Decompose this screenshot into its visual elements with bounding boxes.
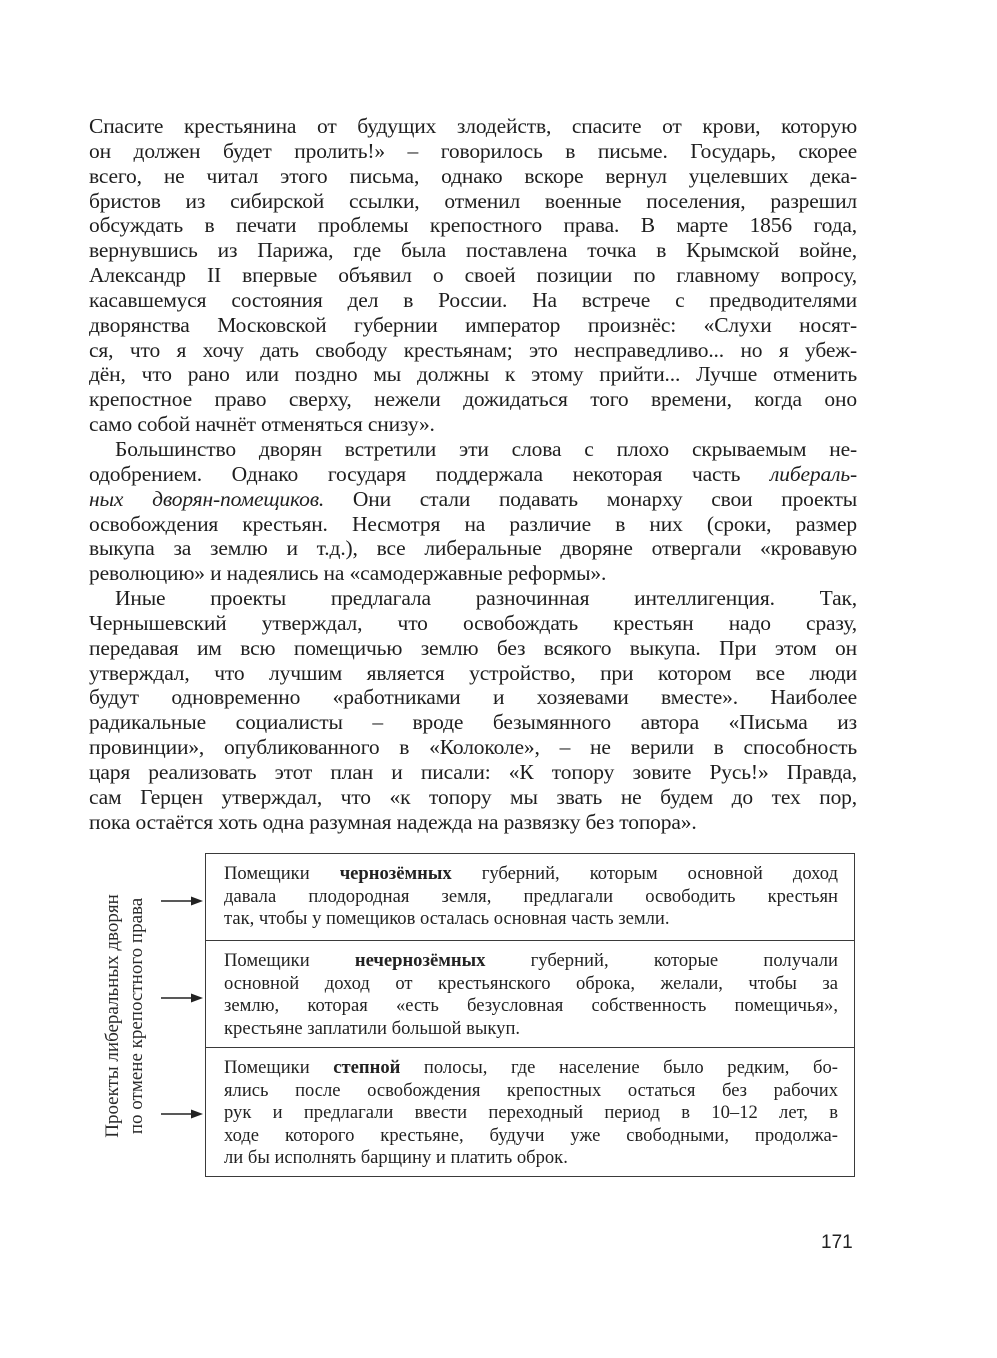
text-line: Иные проекты предлагала разночинная интеллигенция. Так, (115, 586, 857, 611)
body-text (89, 114, 857, 834)
box-line: так, чтобы у помещиков осталась основная часть земли. (224, 908, 670, 929)
box-line: рук и предлагали ввести переходный период в 10–12 лет, в (224, 1102, 838, 1123)
text-line (89, 462, 857, 487)
box-line (224, 863, 838, 886)
text-line: Чернышевский утверждал, что освобождать крестьян надо сразу, (89, 610, 857, 635)
text-line: сам Герцен утверждал, что «к топору мы звать не будем до тех пор, (89, 784, 857, 809)
project-box-chernozem (206, 854, 854, 941)
italic-term: ных дворян-помещиков. (89, 486, 325, 511)
text-run: Помещики (224, 950, 355, 971)
paragraph-3 (89, 586, 857, 834)
side-label-line: Проекты либеральных дворян (102, 893, 123, 1138)
text-line: крепостное право сверху, нежели дожидаться того времени, когда оно (89, 387, 857, 412)
text-line: обсуждать в печати проблемы крепостного права. В марте 1856 года, (89, 213, 857, 238)
text-line (89, 487, 857, 512)
box-line: основной доход от крестьянского оброка, желали, чтобы за (224, 972, 838, 994)
box-line (224, 950, 838, 973)
box-line: ялись после освобождения крепостных остаться без рабочих (224, 1079, 838, 1101)
paragraph-1 (89, 114, 857, 437)
diagram-side-label (89, 853, 161, 1178)
text-run: Помещики (224, 863, 340, 884)
text-run: Помещики (224, 1057, 334, 1078)
text-line: всего, не читал этого письма, однако вскоре вернул уцелевших дека- (89, 163, 857, 188)
bold-term: чернозёмных (339, 863, 452, 884)
arrow-right-icon (161, 992, 203, 1004)
text-run: Они стали подавать монарху свои проекты (324, 486, 857, 511)
text-line: провинции», опубликованного в «Колоколе», – не верили в способность (89, 735, 857, 760)
text-line: освобождения крестьян. Несмотря на различие в них (сроки, размер (89, 511, 857, 536)
text-line: будут одновременно «работниками и хозяевами вместе». Наиболее (89, 685, 857, 710)
text-line: утверждал, что лучшим является устройство, при котором все люди (89, 660, 857, 685)
paragraph-2 (89, 437, 857, 586)
box-line: ходе которого крестьяне, будучи уже свободными, продолжа- (224, 1124, 838, 1146)
box-line: землю, которая «есть безусловная собственность помещичья», (224, 995, 838, 1016)
text-line: само собой начнёт отменяться снизу». (89, 412, 435, 437)
text-line: выкупа за землю и т.д.), все либеральные дворяне отвергали «кровавую (89, 536, 857, 561)
text-line: касавшемуся состояния дел в России. На встрече с предводителями (89, 287, 857, 312)
text-line: революцию» и надеялись на «самодержавные реформы». (89, 561, 607, 586)
box-line: ли бы исполнять барщину и платить оброк. (224, 1147, 568, 1168)
side-label-line: по отмене крепостного права (126, 897, 147, 1134)
text-line: пока остаётся хоть одна разумная надежда на развязку без топора». (89, 809, 697, 834)
box-line (224, 1057, 838, 1080)
project-box-nechernozem (206, 941, 854, 1048)
text-run: одобрением. Однако государя поддержала некоторая часть (89, 461, 771, 486)
liberal-projects-diagram (89, 853, 859, 1178)
project-box-steppe (206, 1048, 854, 1176)
text-run: губерний, которые получали (485, 950, 838, 971)
text-run: полосы, где население было редким, бо- (400, 1057, 838, 1078)
box-line: давала плодородная земля, предлагали освободить крестьян (224, 885, 838, 907)
text-line: передавая им всю помещичью землю без всякого выкупа. При этом он (89, 635, 857, 660)
text-line: вернувшись из Парижа, где была поставлена точка в Крымской войне, (89, 238, 857, 263)
text-line: он должен будет пролить!» – говорилось в письме. Государь, скорее (89, 138, 857, 163)
arrow-right-icon (161, 1108, 203, 1120)
text-line: ся, что я хочу дать свободу крестьянам; это несправедливо... но я убеж- (89, 337, 857, 362)
text-line: дворянства Московской губернии император произнёс: «Слухи носят- (89, 312, 857, 337)
text-line: Александр II впервые объявил о своей позиции по главному вопросу, (89, 263, 857, 288)
italic-term: либераль- (770, 461, 857, 486)
arrow-right-icon (161, 895, 203, 907)
text-line: царя реализовать этот план и писали: «К топору зовите Русь!» Правда, (89, 759, 857, 784)
diagram-boxes (205, 853, 855, 1177)
text-line: радикальные социалисты – вроде безымянного автора «Письма из (89, 710, 857, 735)
bold-term: степной (333, 1057, 401, 1078)
text-line: Большинство дворян встретили эти слова с плохо скрываемым не- (115, 436, 857, 461)
bold-term: нечернозёмных (354, 950, 486, 971)
text-line: дён, что рано или поздно мы должны к этому прийти... Лучше отменить (89, 362, 857, 387)
text-line: Спасите крестьянина от будущих злодейств, спасите от крови, которую (89, 114, 857, 138)
text-line: бристов из сибирской ссылки, отменил военные поселения, разрешил (89, 188, 857, 213)
text-run: губерний, которым основной доход (451, 863, 838, 884)
page-number: 171 (821, 1232, 853, 1253)
box-line: крестьяне заплатили большой выкуп. (224, 1017, 521, 1039)
